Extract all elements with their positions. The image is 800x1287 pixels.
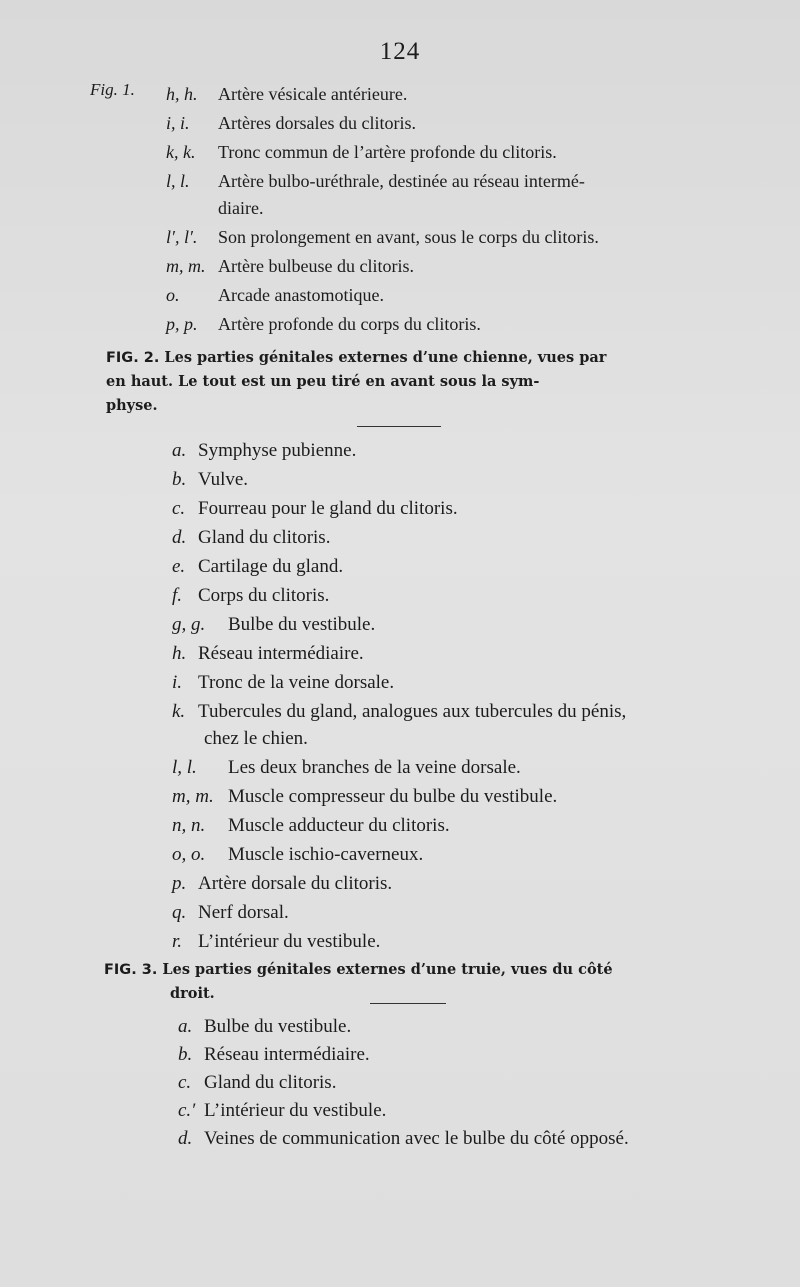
entry-text: Artères dorsales du clitoris. (218, 113, 416, 133)
legend-entry (178, 1013, 351, 1041)
legend-entry (166, 252, 414, 280)
entry-text: Symphyse pubienne. (198, 440, 357, 461)
legend-entry (172, 928, 380, 956)
entry-continuation: diaire. (218, 198, 264, 218)
fig3-heading-line2: droit. (170, 985, 215, 1002)
entry-text: Muscle compresseur du bulbe du vestibule. (228, 786, 558, 807)
legend-entry (172, 754, 521, 782)
entry-text: Tubercules du gland, analogues aux tubercules du pénis, (198, 701, 627, 722)
fig2-heading-line3: physe. (106, 397, 158, 414)
legend-entry (178, 1097, 386, 1125)
entry-text: L’intérieur du vestibule. (204, 1100, 387, 1121)
entry-text: Son prolongement en avant, sous le corps du clitoris. (218, 227, 599, 247)
legend-entry (166, 138, 557, 166)
entry-text: Vulve. (198, 469, 249, 490)
entry-label: b. (172, 469, 187, 490)
legend-entry (172, 783, 557, 811)
legend-entry (178, 1069, 336, 1097)
entry-label: o, o. (172, 844, 206, 865)
entry-label: q. (172, 902, 187, 923)
legend-entry (172, 553, 343, 581)
legend-entry (172, 899, 289, 927)
entry-label: p, p. (166, 314, 198, 334)
entry-label: b. (178, 1044, 193, 1065)
entry-label: i, i. (166, 113, 190, 133)
legend-entry (172, 582, 329, 610)
legend-entry (166, 223, 599, 251)
legend-entry (166, 310, 481, 338)
legend-entry (172, 640, 364, 668)
entry-label: l′, l′. (166, 227, 198, 247)
entry-text: Tronc commun de l’artère profonde du clitoris. (218, 142, 557, 162)
entry-label: i. (172, 672, 183, 693)
entry-label: c.′ (178, 1100, 196, 1121)
entry-label: d. (172, 527, 187, 548)
legend-entry (172, 841, 423, 869)
fig1-label: Fig. 1. (90, 80, 135, 99)
entry-text: Artère dorsale du clitoris. (198, 873, 393, 894)
entry-label: f. (172, 585, 183, 606)
entry-label: r. (172, 931, 183, 952)
legend-entry (172, 495, 458, 523)
legend-entry (172, 437, 356, 465)
entry-label: e. (172, 556, 186, 577)
legend-entry (172, 466, 248, 494)
legend-entry (166, 109, 416, 137)
fig3-number: FIG. 3. (104, 962, 158, 978)
legend-entry (172, 698, 626, 726)
fig2-heading-line1 (106, 346, 606, 370)
entry-text: Muscle adducteur du clitoris. (228, 815, 450, 836)
entry-text: Muscle ischio-caverneux. (228, 844, 424, 865)
entry-text: Réseau intermédiaire. (198, 643, 364, 664)
fig3-title: Les parties génitales externes d’une truie, vues du côté (162, 961, 613, 978)
legend-entry (172, 870, 392, 898)
entry-label: d. (178, 1128, 193, 1149)
entry-text: Veines de communication avec le bulbe du côté opposé. (204, 1128, 629, 1149)
entry-label: p. (172, 873, 187, 894)
entry-label: l, l. (172, 757, 197, 778)
entry-label: k, k. (166, 142, 196, 162)
entry-text: Tronc de la veine dorsale. (198, 672, 395, 693)
entry-label: m, m. (166, 256, 206, 276)
legend-entry (172, 669, 394, 697)
entry-text: Artère profonde du corps du clitoris. (218, 314, 481, 334)
fig2-heading-line2: en haut. Le tout est un peu tiré en avant sous la sym- (106, 373, 540, 390)
entry-label: n, n. (172, 815, 206, 836)
entry-text: Les deux branches de la veine dorsale. (228, 757, 521, 778)
divider-rule (357, 426, 441, 427)
entry-label: k. (172, 701, 186, 722)
entry-label: a. (178, 1016, 193, 1037)
fig3-heading-line1 (104, 958, 613, 982)
fig2-number: FIG. 2. (106, 350, 160, 366)
entry-label: a. (172, 440, 187, 461)
legend-entry (172, 812, 450, 840)
entry-label: h, h. (166, 84, 198, 104)
entry-label: o. (166, 285, 180, 305)
fig2-title: Les parties génitales externes d’une chienne, vues par (164, 349, 607, 366)
entry-text: Gland du clitoris. (198, 527, 331, 548)
entry-text: Cartilage du gland. (198, 556, 344, 577)
legend-entry (166, 167, 585, 195)
entry-text: Arcade anastomotique. (218, 285, 384, 305)
entry-text: Bulbe du vestibule. (228, 614, 376, 635)
entry-text: Artère vésicale antérieure. (218, 84, 408, 104)
entry-text: Artère bulbo-uréthrale, destinée au réseau intermé- (218, 171, 585, 191)
entry-text: Gland du clitoris. (204, 1072, 337, 1093)
entry-label: h. (172, 643, 187, 664)
entry-label: g, g. (172, 614, 206, 635)
entry-text: Nerf dorsal. (198, 902, 289, 923)
legend-entry (178, 1041, 370, 1069)
entry-label: m, m. (172, 786, 214, 807)
entry-text: Corps du clitoris. (198, 585, 330, 606)
divider-rule (370, 1003, 446, 1004)
legend-entry (166, 281, 384, 309)
entry-text: Bulbe du vestibule. (204, 1016, 352, 1037)
entry-text: L’intérieur du vestibule. (198, 931, 381, 952)
entry-text: Artère bulbeuse du clitoris. (218, 256, 414, 276)
legend-entry (178, 1125, 629, 1153)
entry-label: c. (178, 1072, 192, 1093)
legend-entry (172, 524, 330, 552)
legend-entry (166, 80, 407, 108)
entry-label: c. (172, 498, 186, 519)
entry-label: l, l. (166, 171, 190, 191)
legend-entry (172, 611, 375, 639)
entry-text: Fourreau pour le gland du clitoris. (198, 498, 458, 519)
page-number: 124 (379, 38, 421, 65)
entry-text: Réseau intermédiaire. (204, 1044, 370, 1065)
entry-continuation: chez le chien. (204, 728, 308, 749)
